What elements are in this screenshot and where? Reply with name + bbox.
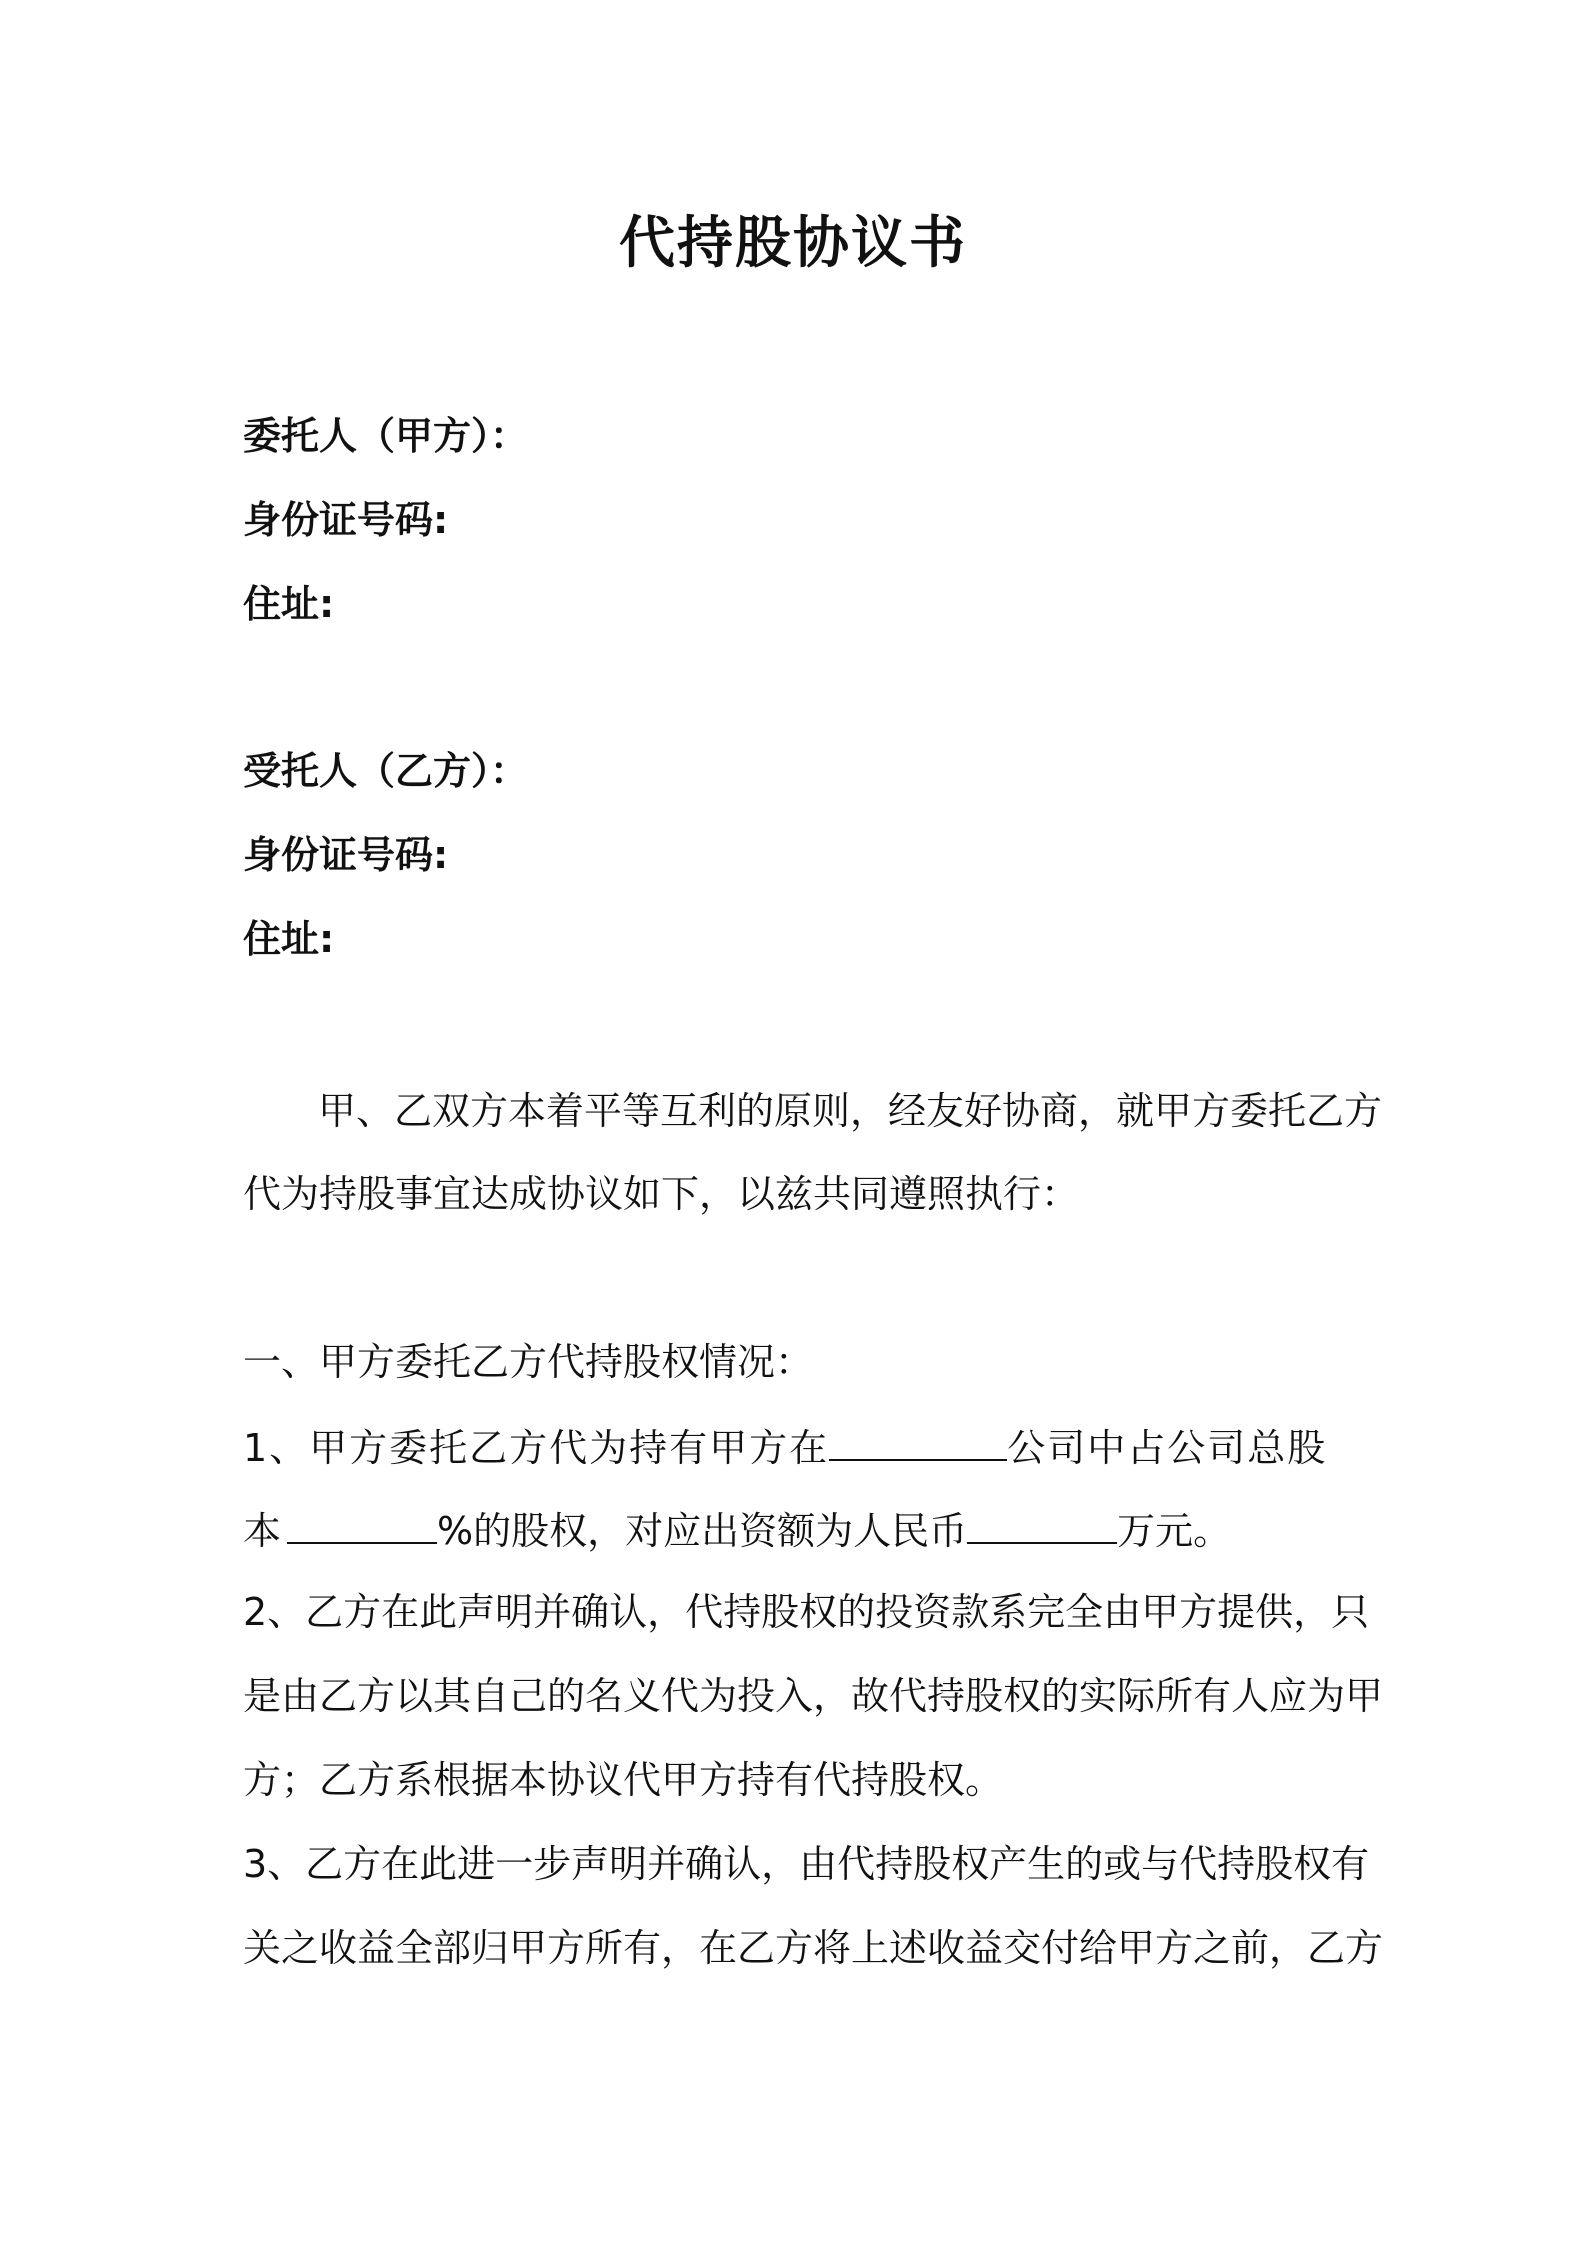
company-name-blank [829,1419,1007,1461]
preamble-line-1: 甲、乙双方本着平等互利的原则，经友好协商，就甲方委托乙方 [318,1089,1383,1133]
clause-1-line-2 [243,1502,1231,1557]
clause-2-line-1: 2、乙方在此声明并确认，代持股权的投资款系完全由甲方提供，只 [243,1590,1370,1634]
party-a-label: 委托人（甲方）： [243,414,529,458]
party-b-id-label: 身份证号码: [243,833,449,877]
clause-3-line-2: 关之收益全部归甲方所有，在乙方将上述收益交付给甲方之前，乙方 [243,1926,1384,1970]
party-a-address-label: 住址: [243,582,335,626]
document-title: 代持股协议书 [619,211,967,276]
clause-1-text-d: %的股权，对应出资额为人民币 [437,1509,968,1553]
clause-1-line-1 [243,1419,1327,1474]
clause-1-text-a: 1、甲方委托乙方代为持有甲方在 [243,1426,830,1470]
clause-2-line-2: 是由乙方以其自己的名义代为投入，故代持股权的实际所有人应为甲 [243,1674,1384,1718]
capital-amount-blank [967,1502,1117,1544]
clause-3-line-1: 3、乙方在此进一步声明并确认，由代持股权产生的或与代持股权有 [243,1842,1370,1886]
section-1-heading: 一、甲方委托乙方代持股权情况： [243,1340,814,1384]
party-b-address-label: 住址: [243,917,335,961]
clause-1-text-b: 公司中占公司总股 [1007,1426,1328,1470]
party-b-label: 受托人（乙方）： [243,749,529,793]
clause-1-text-e: 万元。 [1117,1509,1232,1553]
share-percent-blank [287,1502,437,1544]
preamble-line-2: 代为持股事宜达成协议如下，以兹共同遵照执行： [243,1172,1080,1216]
clause-1-text-c: 本 [243,1509,282,1553]
clause-2-line-3: 方；乙方系根据本协议代甲方持有代持股权。 [243,1758,1004,1802]
party-a-id-label: 身份证号码: [243,498,449,542]
